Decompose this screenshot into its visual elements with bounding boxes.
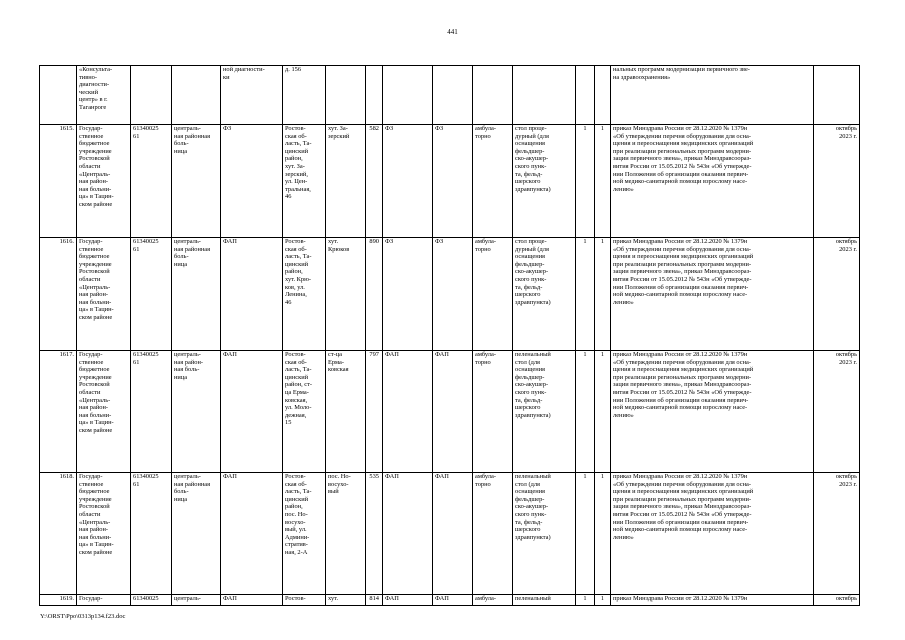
care-form-cell: амбула- торно: [473, 238, 513, 351]
equipment-cell: пеленальный стол (для оснащения фельдшер- ско-акушер- ского пунк- та, фельд- шерского здравпункта): [513, 473, 576, 595]
table-row: [40, 66, 860, 125]
type-b-cell: ФАП: [433, 351, 473, 473]
type-a-cell: ФАП: [383, 595, 433, 606]
row-number-cell: 1617.: [40, 351, 77, 473]
unit-type-cell: ной диагности- ки: [221, 66, 283, 125]
period-cell: октябрь 2023 г.: [814, 473, 860, 595]
unit-type-cell: ФАП: [221, 473, 283, 595]
population-cell: 582: [366, 125, 383, 238]
address-cell: Ростов- ская об- ласть, Та- цинский район, ст- ца Ерма- ковская, ул. Моло- дежная, 15: [283, 351, 326, 473]
care-form-cell: амбула- торно: [473, 351, 513, 473]
settlement-cell: хут.: [326, 595, 366, 606]
subdivision-type-cell: централь- ная районная боль- ница: [172, 473, 221, 595]
type-a-cell: ФАП: [383, 351, 433, 473]
equipment-cell: пеленальный стол (для оснащения фельдшер- ско-акушер- ского пунк- та, фельд- шерского здравпункта): [513, 351, 576, 473]
basis-cell: приказ Минздрава России от 28.12.2020 № 1379н «Об утверждении перечня оборудования для осна- щения и переоснащения медицинских организаций при реализации региональных программ модерни- зации первичного звена», приказ Минздравсоораз- вития России от 15.05.2012 № 543н «Об утвержде- нии Положения об организации оказания первич- ной медико-санитарной помощи взрослому насе- лению»: [611, 125, 814, 238]
period-cell: [814, 66, 860, 125]
institution-cell: «Консульта- тивно- диагности- ческий центр» в г. Таганроге: [77, 66, 131, 125]
basis-cell: нальных программ модернизации первичного зве- на здравоохранения»: [611, 66, 814, 125]
quantity-cell: 1: [576, 238, 595, 351]
page-number: 441: [447, 28, 458, 36]
unit-type-cell: ФЗ: [221, 125, 283, 238]
basis-cell: приказ Минздрава России от 28.12.2020 № 1379н «Об утверждении перечня оборудования для осна- щения и переоснащения медицинских организаций при реализации региональных программ модерни- зации первичного звена», приказ Минздравсоораз- вития России от 15.05.2012 № 543н «Об утвержде- нии Положения об организации оказания первич- ной медико-санитарной помощи взрослому насе- лению»: [611, 238, 814, 351]
address-cell: Ростов-: [283, 595, 326, 606]
address-cell: Ростов- ская об- ласть, Та- цинский район, хут. За- зерский, ул. Цен- тральная, 46: [283, 125, 326, 238]
row-number-cell: 1619.: [40, 595, 77, 606]
population-cell: 535: [366, 473, 383, 595]
table-row: [40, 351, 860, 473]
code-cell: 61340025 61: [131, 473, 172, 595]
quantity-cell: 1: [576, 125, 595, 238]
footer-file-path: Y:\ORST\Ppo\0313p134.f23.doc: [40, 613, 126, 620]
row-number-cell: 1615.: [40, 125, 77, 238]
subdivision-type-cell: централь-: [172, 595, 221, 606]
quantity-cell: 1: [595, 238, 611, 351]
code-cell: [131, 66, 172, 125]
basis-cell: приказ Минздрава России от 28.12.2020 № 1379н: [611, 595, 814, 606]
institution-cell: Государ-: [77, 595, 131, 606]
quantity-cell: 1: [595, 595, 611, 606]
quantity-cell: 1: [595, 125, 611, 238]
quantity-cell: 1: [595, 351, 611, 473]
settlement-cell: [326, 66, 366, 125]
equipment-cell: стол проце- дурный (для оснащения фельдшер- ско-акушер- ского пунк- та, фельд- шерского здравпункта): [513, 125, 576, 238]
table-row: [40, 238, 860, 351]
period-cell: октябрь 2023 г.: [814, 238, 860, 351]
period-cell: октябрь: [814, 595, 860, 606]
institution-cell: Государ- ственное бюджетное учреждение Ростовской области «Централь- ная район- ная больни- ца» в Тацин- ском районе: [77, 125, 131, 238]
address-cell: Ростов- ская об- ласть, Та- цинский район, пос. Но- восухо- вый, ул. Админи- стратив- ная, 2-А: [283, 473, 326, 595]
quantity-cell: [576, 66, 595, 125]
quantity-cell: 1: [576, 473, 595, 595]
type-a-cell: ФЗ: [383, 125, 433, 238]
unit-type-cell: ФАП: [221, 238, 283, 351]
type-a-cell: ФЗ: [383, 238, 433, 351]
care-form-cell: амбула- торно: [473, 473, 513, 595]
unit-type-cell: ФАП: [221, 595, 283, 606]
address-cell: Ростов- ская об- ласть, Та- цинский район, хут. Крю- ков, ул. Ленина, 46: [283, 238, 326, 351]
population-cell: 797: [366, 351, 383, 473]
address-cell: д. 156: [283, 66, 326, 125]
type-b-cell: ФАП: [433, 595, 473, 606]
settlement-cell: хут. Крюков: [326, 238, 366, 351]
type-b-cell: [433, 66, 473, 125]
quantity-cell: [595, 66, 611, 125]
population-cell: [366, 66, 383, 125]
institution-cell: Государ- ственное бюджетное учреждение Ростовской области «Централь- ная район- ная больни- ца» в Тацин- ском районе: [77, 351, 131, 473]
equipment-cell: пеленальный: [513, 595, 576, 606]
subdivision-type-cell: централь- ная районная боль- ница: [172, 238, 221, 351]
institution-cell: Государ- ственное бюджетное учреждение Ростовской области «Централь- ная район- ная больни- ца» в Тацин- ском районе: [77, 473, 131, 595]
population-cell: 814: [366, 595, 383, 606]
population-cell: 890: [366, 238, 383, 351]
quantity-cell: 1: [595, 473, 611, 595]
basis-cell: приказ Минздрава России от 28.12.2020 № 1379н «Об утверждении перечня оборудования для осна- щения и переоснащения медицинских организаций при реализации региональных программ модерни- зации первичного звена», приказ Минздравсоораз- вития России от 15.05.2012 № 543н «Об утвержде- нии Положения об организации оказания первич- ной медико-санитарной помощи взрослому насе- лению»: [611, 351, 814, 473]
table-row: [40, 473, 860, 595]
row-number-cell: 1616.: [40, 238, 77, 351]
period-cell: октябрь 2023 г.: [814, 351, 860, 473]
care-form-cell: амбула- торно: [473, 125, 513, 238]
row-number-cell: 1618.: [40, 473, 77, 595]
settlement-cell: ст-ца Ерма- ковская: [326, 351, 366, 473]
code-cell: 61340025 61: [131, 238, 172, 351]
code-cell: 61340025 61: [131, 125, 172, 238]
institution-cell: Государ- ственное бюджетное учреждение Ростовской области «Централь- ная район- ная больни- ца» в Тацин- ском районе: [77, 238, 131, 351]
period-cell: октябрь 2023 г.: [814, 125, 860, 238]
settlement-cell: пос. Но- восухо- вый: [326, 473, 366, 595]
equipment-cell: [513, 66, 576, 125]
care-form-cell: [473, 66, 513, 125]
unit-type-cell: ФАП: [221, 351, 283, 473]
type-b-cell: ФАП: [433, 473, 473, 595]
subdivision-type-cell: централь- ная районная боль- ница: [172, 125, 221, 238]
subdivision-type-cell: централь- ная район- ная боль- ница: [172, 351, 221, 473]
quantity-cell: 1: [576, 595, 595, 606]
type-b-cell: ФЗ: [433, 125, 473, 238]
type-a-cell: [383, 66, 433, 125]
row-number-cell: [40, 66, 77, 125]
code-cell: 61340025: [131, 595, 172, 606]
table-row: [40, 595, 860, 606]
code-cell: 61340025 61: [131, 351, 172, 473]
care-form-cell: амбула-: [473, 595, 513, 606]
quantity-cell: 1: [576, 351, 595, 473]
table-row: [40, 125, 860, 238]
equipment-cell: стол проце- дурный (для оснащения фельдшер- ско-акушер- ского пунк- та, фельд- шерского здравпункта): [513, 238, 576, 351]
basis-cell: приказ Минздрава России от 28.12.2020 № 1379н «Об утверждении перечня оборудования для осна- щения и переоснащения медицинских организаций при реализации региональных программ модерни- зации первичного звена», приказ Минздравсоораз- вития России от 15.05.2012 № 543н «Об утвержде- нии Положения об организации оказания первич- ной медико-санитарной помощи взрослому насе- лению»: [611, 473, 814, 595]
type-b-cell: ФЗ: [433, 238, 473, 351]
subdivision-type-cell: [172, 66, 221, 125]
equipment-table: [39, 65, 860, 606]
settlement-cell: хут. За- зерский: [326, 125, 366, 238]
type-a-cell: ФАП: [383, 473, 433, 595]
